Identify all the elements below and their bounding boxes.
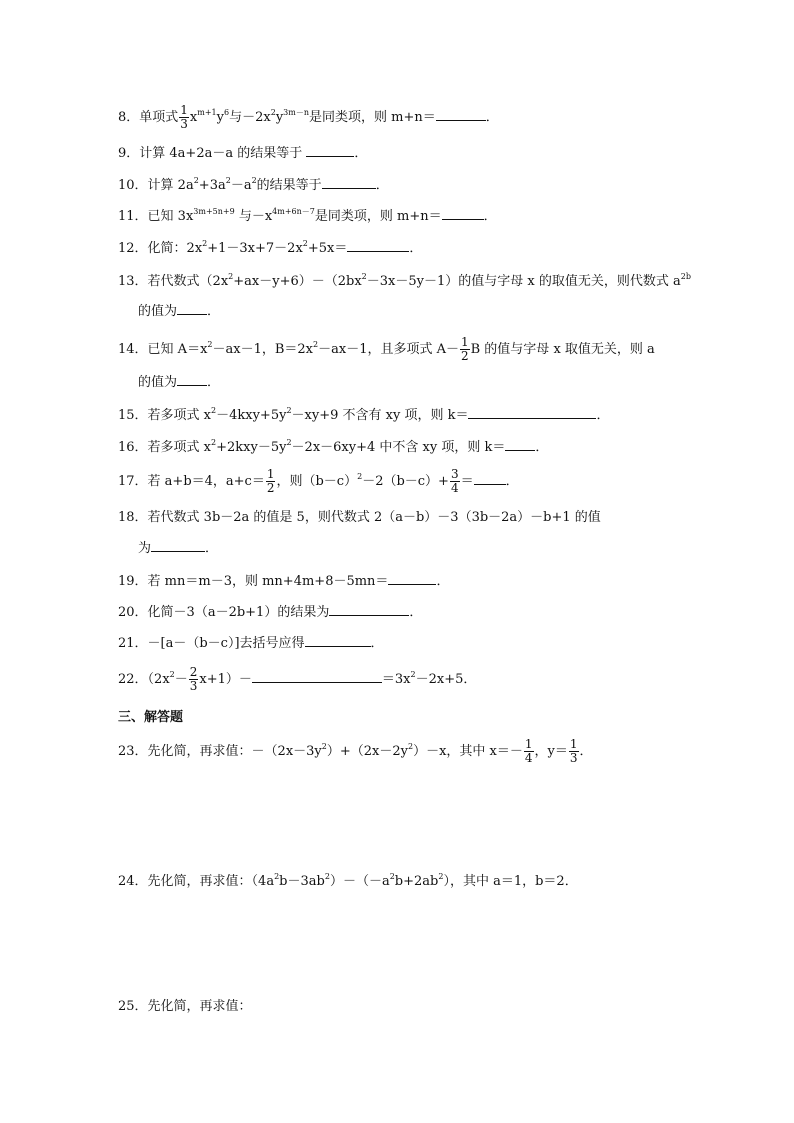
question-13-line2: 的值为 ． xyxy=(138,304,221,319)
question-24: 24．先化简，再求值：$(4a^2b-3ab^2)-(-a^2b+2ab^2)$，其中 a＝1，b＝2． xyxy=(118,872,578,889)
answer-blank[interactable] xyxy=(306,144,354,157)
answer-blank[interactable] xyxy=(151,539,205,552)
q22-fraction: $\frac{2}{3}$ xyxy=(189,665,198,693)
question-13: 13．若代数式$(2x^2+ax-y+6)-(2bx^2-3x-5y-1)$的值与字母 x 的取值无关，则代数式 $a^{2b}$ xyxy=(118,272,691,289)
question-14-line2: 的值为 ． xyxy=(138,375,221,390)
question-21: 21．－[a－（b－c）]去括号应得 ． xyxy=(118,636,384,651)
answer-blank[interactable] xyxy=(468,406,596,419)
answer-blank[interactable] xyxy=(177,373,207,386)
answer-blank[interactable] xyxy=(322,176,376,189)
q9-text: 9．计算 4a+2a－a 的结果等于 xyxy=(118,146,307,161)
question-11: 11．已知 $3x^{3m+5n+9}$ 与$-x^{4m+6n-7}$是同类项，则 m+n＝ ． xyxy=(118,207,497,224)
question-20: 20．化简－3（a－2b+1）的结果为 ． xyxy=(118,605,423,620)
q14-fraction: $\frac{1}{2}$ xyxy=(460,335,469,363)
answer-blank[interactable] xyxy=(305,634,371,647)
answer-blank[interactable] xyxy=(505,438,535,451)
q17-fraction-1: $\frac{1}{2}$ xyxy=(266,467,275,495)
question-15: 15．若多项式 $x^2-4kxy+5y^2-xy+9$ 不含有 xy 项，则 k＝ ． xyxy=(118,406,610,423)
answer-blank[interactable] xyxy=(177,302,207,315)
q17-fraction-2: $\frac{3}{4}$ xyxy=(450,467,459,495)
question-25: 25．先化简，再求值： xyxy=(118,999,252,1014)
question-10: 10．计算 $2a^2+3a^2-a^2$的结果等于 ． xyxy=(118,176,389,193)
q23-fraction-2: $\frac{1}{3}$ xyxy=(569,737,578,765)
question-14: 14．已知 $A=x^2-ax-1$，$B=2x^2-ax-1$，且多项式 A－ $\frac{1}{2}$ B 的值与字母 x 取值无关，则 a xyxy=(118,335,655,363)
q8-fraction: $\frac{1}{3}$ xyxy=(180,103,188,131)
q23-fraction-1: $\frac{1}{4}$ xyxy=(524,737,533,765)
question-23: 23．先化简，再求值：$-(2x-3y^2)+(2x-2y^2)-x$，其中 x＝－ $\frac{1}{4}$ ，y＝ $\frac{1}{3}$ ． xyxy=(118,737,593,765)
answer-blank[interactable] xyxy=(252,670,382,683)
question-16: 16．若多项式 $x^2+2kxy-5y^2-2x-6xy+4$ 中不含 xy 项，则 k＝ ． xyxy=(118,438,549,455)
q8-text: 8．单项式 xyxy=(118,110,179,125)
question-12: 12．化简：$2x^2+1-3x+7-2x^2+5x=$ ． xyxy=(118,239,423,256)
question-22: 22．（$2x^2-$ $\frac{2}{3}$ $x+1)- =3x^2-2x+5$． xyxy=(118,665,477,693)
answer-blank[interactable] xyxy=(436,108,486,121)
question-18: 18．若代数式 3b－2a 的值是 5，则代数式 2（a－b）－3（3b－2a）－b+1 的值 xyxy=(118,510,601,525)
answer-blank[interactable] xyxy=(442,207,484,220)
question-17: 17．若 a+b＝4，a+c＝ $\frac{1}{2}$ ，则$(b-c)^2-2(b-c)+$ $\frac{3}{4}$ ＝ ． xyxy=(118,467,519,495)
answer-blank[interactable] xyxy=(347,239,409,252)
answer-blank[interactable] xyxy=(329,603,409,616)
answer-blank[interactable] xyxy=(474,472,506,485)
section-heading: 三、解答题 xyxy=(118,710,184,725)
question-19: 19．若 mn＝m－3，则 mn+4m+8－5mn＝ ． xyxy=(118,574,450,589)
question-9: 9．计算 4a+2a－a 的结果等于 ． xyxy=(118,146,368,161)
answer-blank[interactable] xyxy=(388,572,436,585)
question-18-line2: 为 ． xyxy=(138,541,219,556)
question-8: 8．单项式 $\frac{1}{3}$ $x^{m+1}y^6$与$-2x^2y^{3m-n}$是同类项，则 m+n＝ ． xyxy=(118,103,499,131)
